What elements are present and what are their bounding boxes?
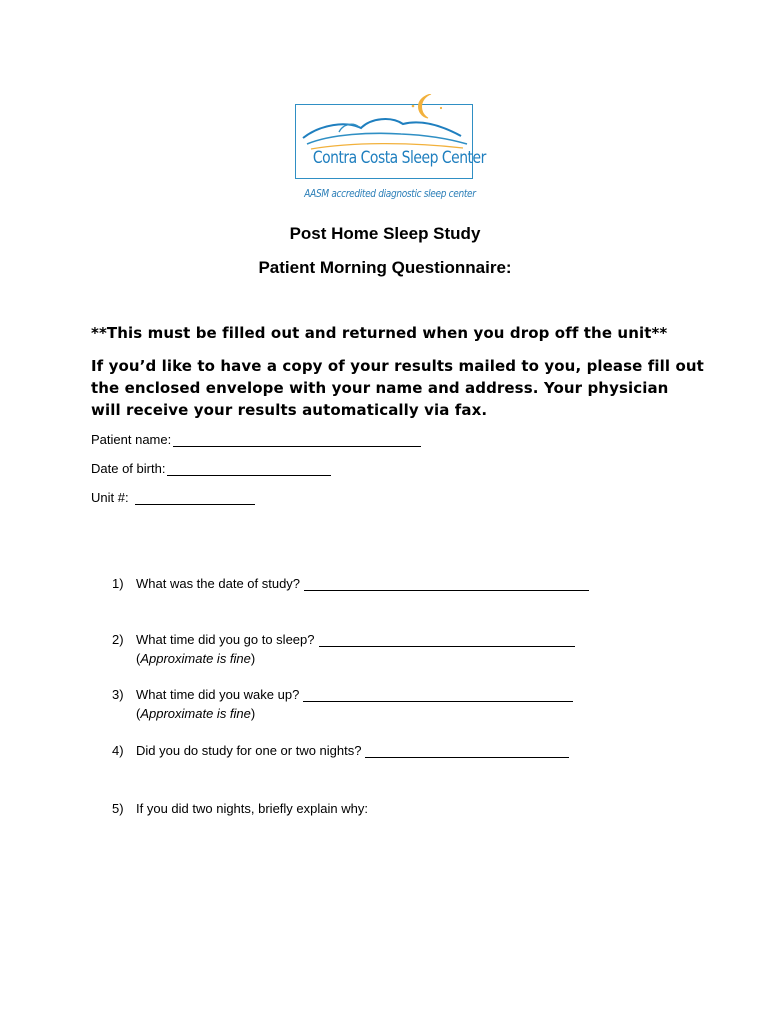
question-3-number: 3) bbox=[112, 687, 124, 702]
question-4 bbox=[112, 743, 569, 758]
sleeping-person-icon bbox=[291, 94, 486, 189]
notice-line-4: will receive your results automatically via fax. bbox=[91, 401, 488, 419]
unit-number-blank[interactable] bbox=[135, 492, 255, 505]
question-3-hint bbox=[136, 706, 255, 721]
hint-open-paren: ( bbox=[136, 651, 141, 666]
patient-name-blank[interactable] bbox=[173, 434, 421, 447]
question-3-hint-text: Approximate is fine bbox=[140, 706, 251, 721]
question-5-number: 5) bbox=[112, 801, 124, 816]
question-2-hint bbox=[136, 651, 255, 666]
question-2-hint-text: Approximate is fine bbox=[140, 651, 251, 666]
clinic-logo bbox=[291, 94, 486, 209]
notice-line-3: the enclosed envelope with your name and address. Your physician bbox=[91, 379, 669, 397]
hint-close-paren: ) bbox=[250, 651, 256, 666]
date-of-birth-label: Date of birth: bbox=[91, 461, 166, 476]
notice-line-1: **This must be filled out and returned when you drop off the unit** bbox=[91, 324, 668, 342]
date-of-birth-blank[interactable] bbox=[167, 463, 331, 476]
question-3 bbox=[112, 687, 573, 702]
document-title: Post Home Sleep Study bbox=[289, 224, 481, 243]
question-4-number: 4) bbox=[112, 743, 124, 758]
unit-number-label: Unit #: bbox=[91, 490, 129, 505]
question-1 bbox=[112, 576, 589, 591]
unit-number-field bbox=[91, 490, 255, 505]
question-1-text: What was the date of study? bbox=[136, 576, 301, 591]
question-4-blank[interactable] bbox=[365, 745, 569, 758]
date-of-birth-field bbox=[91, 461, 331, 476]
question-2-blank[interactable] bbox=[319, 634, 575, 647]
notice-line-2: If you’d like to have a copy of your results mailed to you, please fill out bbox=[91, 357, 704, 375]
question-5 bbox=[112, 801, 368, 816]
question-3-text: What time did you wake up? bbox=[136, 687, 300, 702]
hint-open-paren: ( bbox=[136, 706, 141, 721]
question-2-text: What time did you go to sleep? bbox=[136, 632, 315, 647]
question-2 bbox=[112, 632, 575, 647]
question-1-blank[interactable] bbox=[304, 578, 589, 591]
question-2-number: 2) bbox=[112, 632, 124, 647]
hint-close-paren: ) bbox=[250, 706, 256, 721]
question-1-number: 1) bbox=[112, 576, 124, 591]
document-subtitle: Patient Morning Questionnaire: bbox=[258, 258, 512, 277]
clinic-name: Contra Costa Sleep Center bbox=[312, 148, 486, 168]
clinic-tagline: AASM accredited diagnostic sleep center bbox=[304, 188, 476, 200]
patient-name-field bbox=[91, 432, 421, 447]
question-3-blank[interactable] bbox=[303, 689, 573, 702]
question-5-text: If you did two nights, briefly explain why: bbox=[136, 801, 368, 816]
patient-name-label: Patient name: bbox=[91, 432, 172, 447]
question-4-text: Did you do study for one or two nights? bbox=[136, 743, 362, 758]
